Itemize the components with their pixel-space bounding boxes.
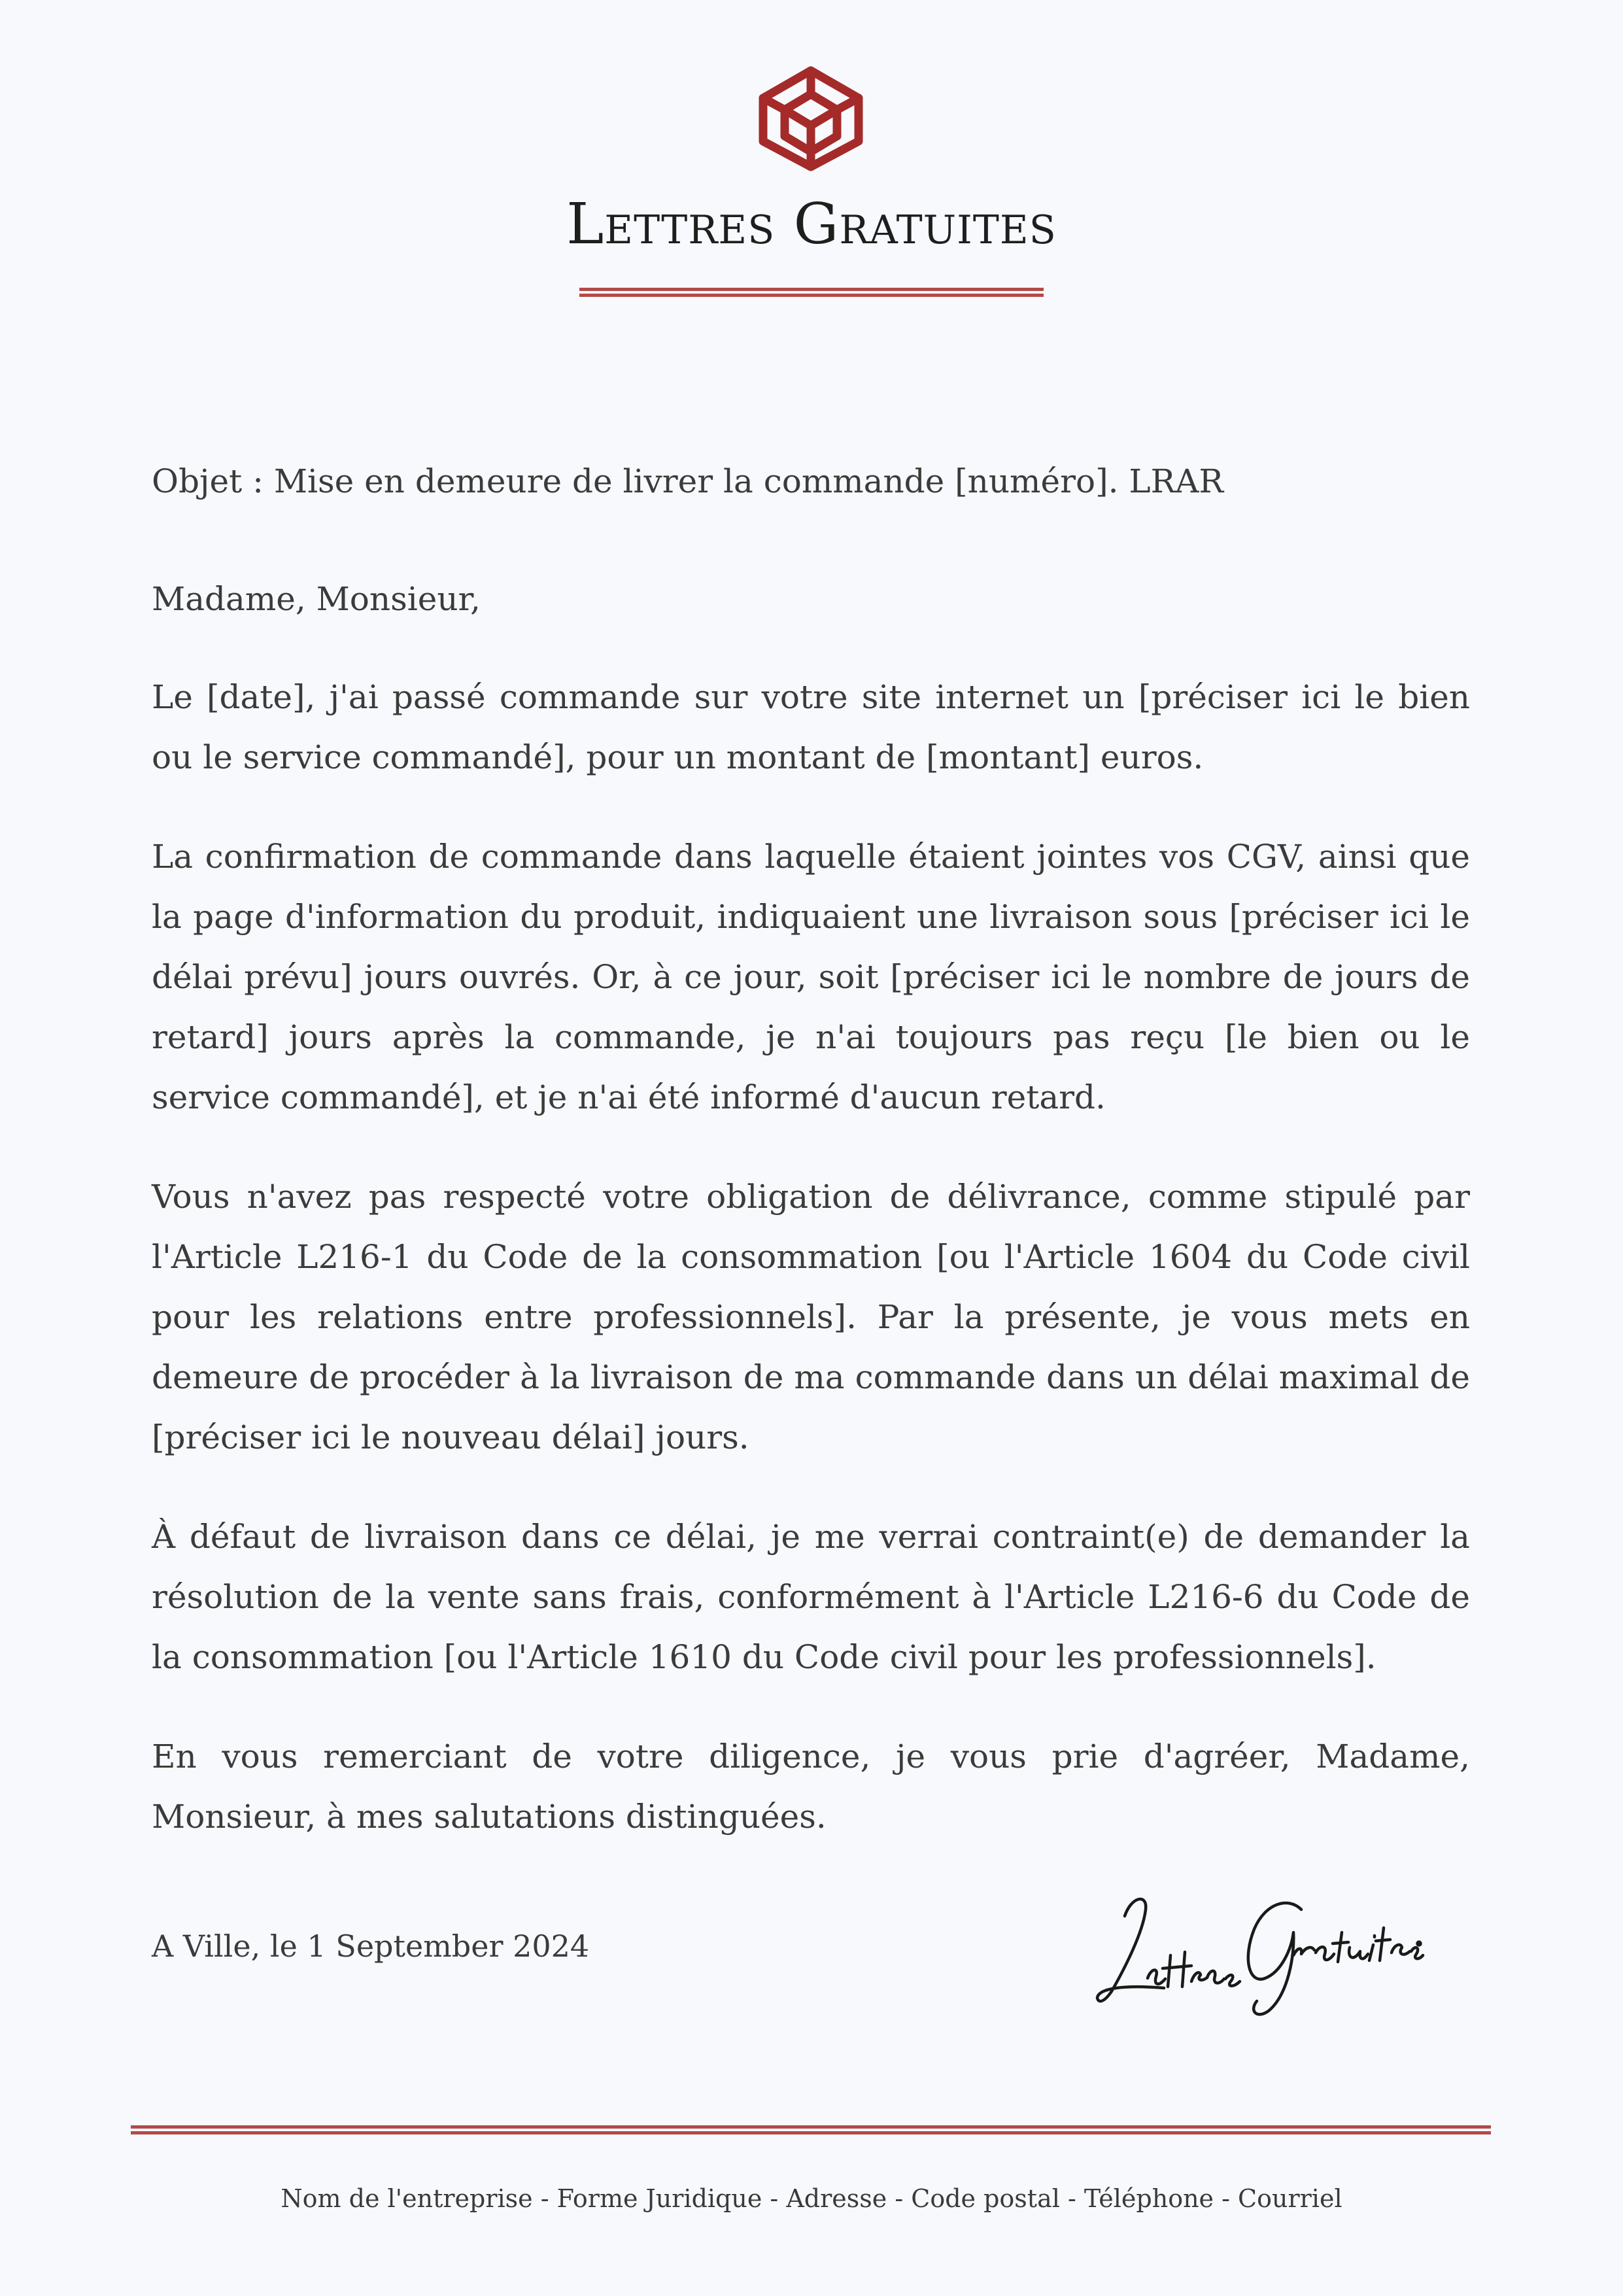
letter-salutation: Madame, Monsieur,	[152, 580, 481, 618]
footer-divider	[131, 2125, 1491, 2134]
letter-paragraph: En vous remerciant de votre diligence, je vous prie d'agréer, Madame, Monsieur, à mes salutations distinguées.	[152, 1738, 1470, 1836]
header-divider	[579, 288, 1044, 297]
footer-company-info: Nom de l'entreprise - Forme Juridique - Adresse - Code postal - Téléphone - Courriel	[281, 2184, 1342, 2213]
letter-subject: Objet : Mise en demeure de livrer la commande [numéro]. LRAR	[152, 462, 1223, 500]
brand-title: Lettres Gratuites	[566, 192, 1057, 257]
letter-paragraph: La confirmation de commande dans laquelle étaient jointes vos CGV, ainsi que la page d'information du produit, indiquaient une livraison sous [préciser ici le délai prévu] jours ouvrés. Or, à ce jour, soit [préciser ici le nombre de jours de retard] jours après la commande, je n'ai toujours pas reçu [le bien ou le service commandé], et je n'ai été informé d'aucun retard.	[152, 838, 1470, 1116]
letter-paragraph: Vous n'avez pas respecté votre obligation de délivrance, comme stipulé par l'Article L216-1 du Code de la consommation [ou l'Article 1604 du Code civil pour les relations entre professionnels]. Par la présente, je vous mets en demeure de procéder à la livraison de ma commande dans un délai maximal de [préciser ici le nouveau délai] jours.	[152, 1178, 1470, 1456]
handwritten-signature	[1085, 1870, 1426, 2021]
cube-outline-icon	[755, 64, 866, 172]
letter-paragraph: Le [date], j'ai passé commande sur votre site internet un [préciser ici le bien ou le service commandé], pour un montant de [montant] euros.	[152, 678, 1470, 776]
place-and-date: A Ville, le 1 September 2024	[152, 1928, 590, 1964]
letter-paragraph: À défaut de livraison dans ce délai, je me verrai contraint(e) de demander la résolution de la vente sans frais, conformément à l'Article L216-6 du Code de la consommation [ou l'Article 1610 du Code civil pour les professionnels].	[152, 1518, 1470, 1676]
